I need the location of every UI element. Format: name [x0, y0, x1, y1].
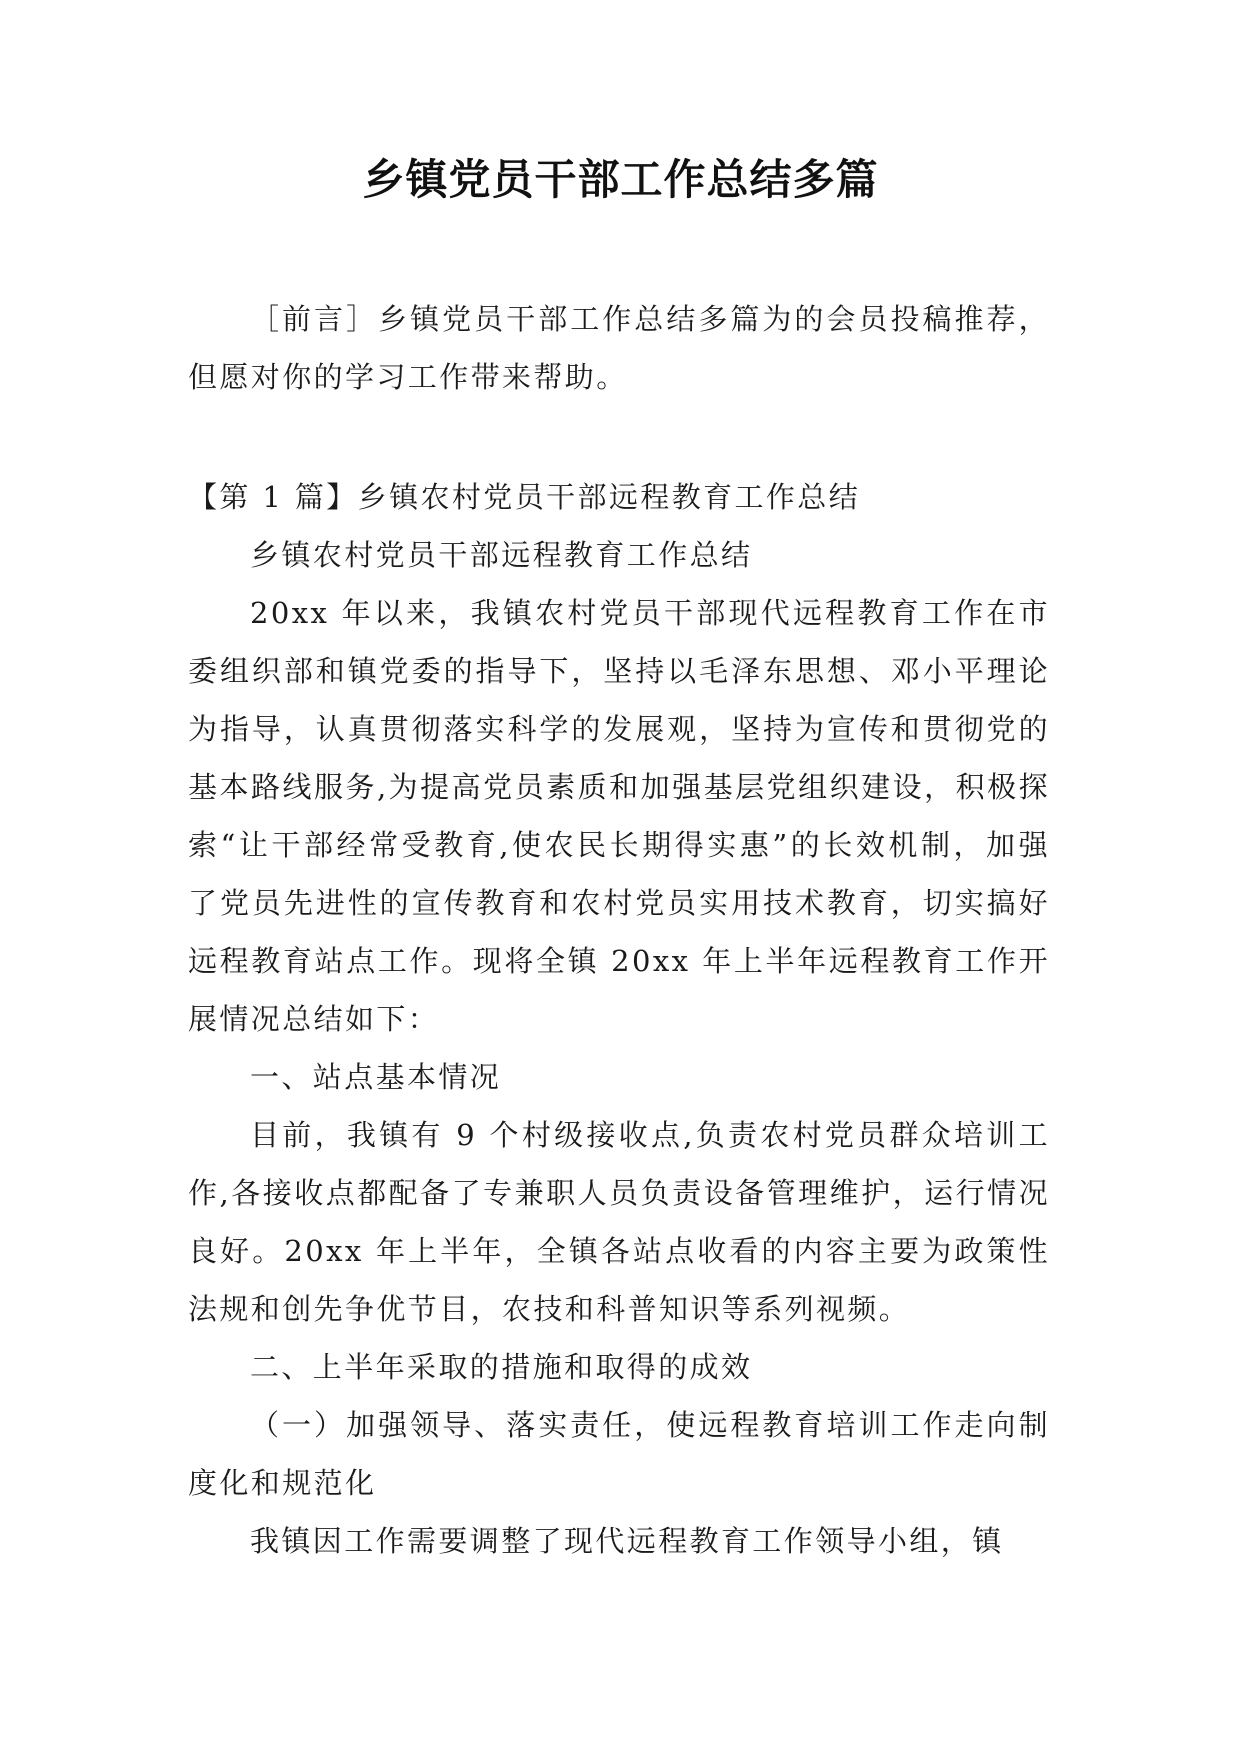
section-body-1: 目前，我镇有 9 个村级接收点,负责农村党员群众培训工作,各接收点都配备了专兼职人员负责设备管理维护，运行情况良好。20xx 年上半年，全镇各站点收看的内容主要为政策性法规和创先争优节目，农技和科普知识等系列视频。	[188, 1118, 1050, 1326]
section-heading-2: 二、上半年采取的措施和取得的成效	[250, 1350, 753, 1384]
chapter-heading: 【第 1 篇】乡镇农村党员干部远程教育工作总结	[188, 480, 861, 514]
preface-paragraph: ［前言］乡镇党员干部工作总结多篇为的会员投稿推荐，但愿对你的学习工作带来帮助。	[188, 302, 1050, 394]
subsection-body-1: 我镇因工作需要调整了现代远程教育工作领导小组，镇	[250, 1524, 1004, 1558]
section-spacer	[188, 406, 1050, 468]
chapter-subtitle: 乡镇农村党员干部远程教育工作总结	[250, 538, 753, 572]
document-body	[188, 290, 1050, 1570]
subsection-heading-1: （一）加强领导、落实责任，使远程教育培训工作走向制度化和规范化	[188, 1408, 1050, 1500]
section-heading-1: 一、站点基本情况	[250, 1060, 502, 1094]
document-title: 乡镇党员干部工作总结多篇	[362, 155, 879, 204]
intro-paragraph: 20xx 年以来，我镇农村党员干部现代远程教育工作在市委组织部和镇党委的指导下，坚持以毛泽东思想、邓小平理论为指导，认真贯彻落实科学的发展观，坚持为宣传和贯彻党的基本路线服务,为提高党员素质和加强基层党组织建设，积极探索“让干部经常受教育,使农民长期得实惠”的长效机制，加强了党员先进性的宣传教育和农村党员实用技术教育，切实搞好远程教育站点工作。现将全镇 20xx 年上半年远程教育工作开展情况总结如下：	[188, 596, 1050, 1036]
